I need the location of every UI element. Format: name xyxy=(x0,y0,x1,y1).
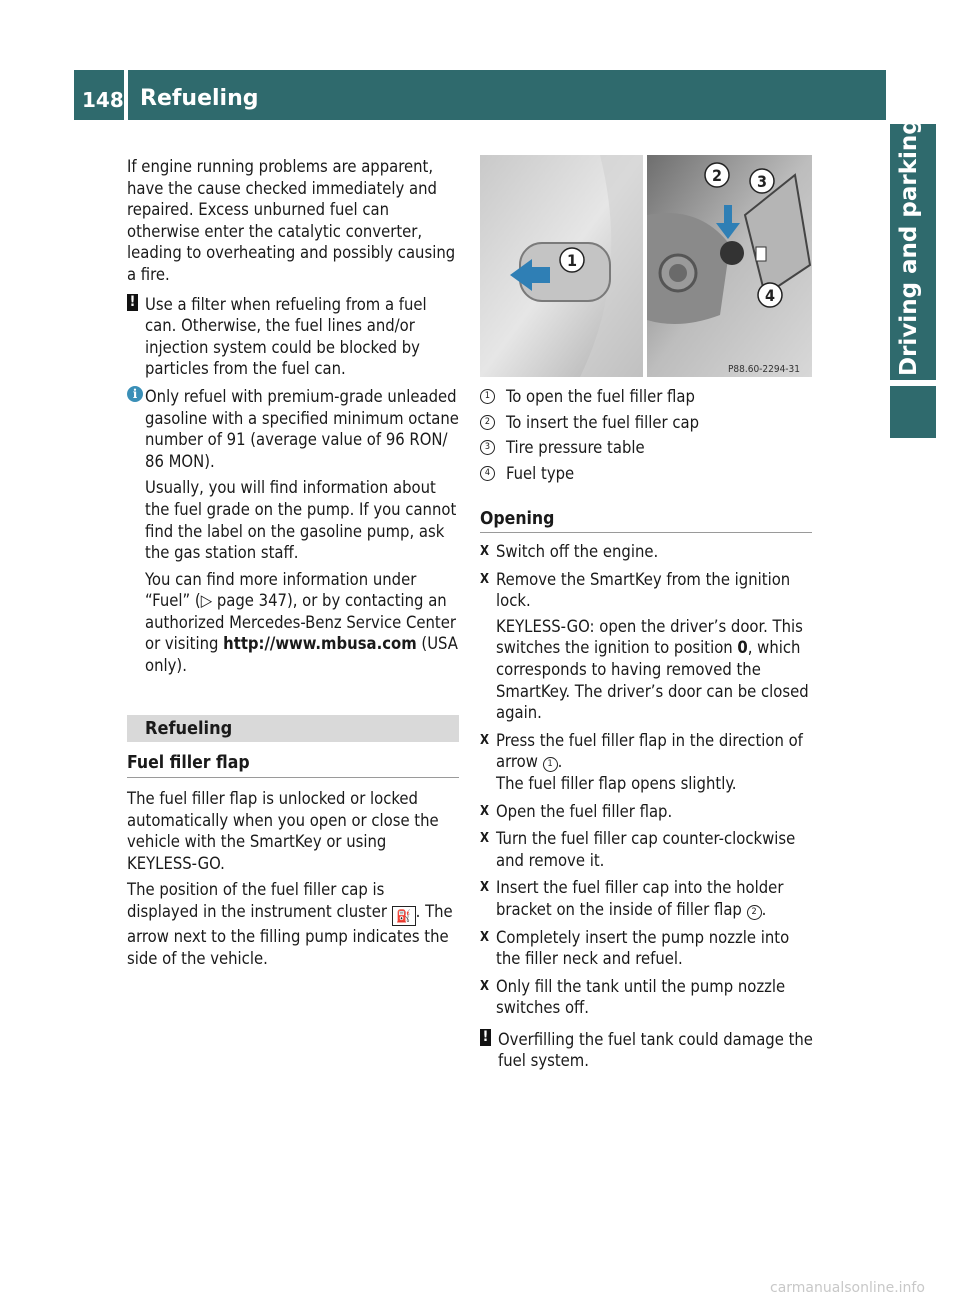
callout-1: 1 xyxy=(567,251,578,270)
step-text: Switch off the engine. xyxy=(496,542,659,561)
opening-rule xyxy=(480,532,812,533)
legend-item xyxy=(480,463,812,485)
callout-3: 3 xyxy=(757,172,768,191)
page-number-box xyxy=(74,70,124,120)
info-icon: i xyxy=(127,386,143,402)
step-item xyxy=(480,801,814,823)
fuel-filler-photo xyxy=(480,155,812,377)
step-item xyxy=(480,927,814,970)
step-item xyxy=(480,828,814,871)
legend-item xyxy=(480,412,812,434)
step-text: Open the fuel filler flap. xyxy=(496,801,673,821)
step-sub-a: KEYLESS-GO: open the driver’s door. This switches the ignition to position xyxy=(496,616,803,658)
fuel-pump-icon: ⛽ xyxy=(392,906,416,926)
callout-4: 4 xyxy=(765,286,776,305)
section-title-box xyxy=(127,715,459,742)
opening-heading: Opening xyxy=(480,509,555,529)
legend-number: 4 xyxy=(480,466,495,481)
info-usually-text: Usually, you will find information about the fuel grade on the pump. If you cannot find the label on the gasoline pump, ask the gas station staff. xyxy=(145,478,457,563)
step-marker-icon: X xyxy=(480,544,490,559)
step-text: Press the fuel filler flap in the direction of arrow xyxy=(496,730,803,772)
info-more-text xyxy=(145,569,459,677)
sidebar-label: Driving and parking xyxy=(896,118,922,376)
step-text: Remove the SmartKey from the ignition lock. xyxy=(496,569,791,611)
step-text: Completely insert the pump nozzle into the filler neck and refuel. xyxy=(496,927,790,969)
opening-steps xyxy=(480,541,814,1078)
overfill-warning-text: Overfilling the fuel tank could damage the fuel system. xyxy=(498,1029,813,1071)
step-item xyxy=(480,976,814,1019)
legend-item xyxy=(480,386,812,408)
watermark: carmanualsonline.info xyxy=(770,1280,925,1296)
step-sub: The fuel filler flap opens slightly. xyxy=(496,773,737,793)
fuel-flap-text xyxy=(127,788,459,974)
legend-number: 3 xyxy=(480,440,495,455)
info-premium-text: Only refuel with premium-grade unleaded gasoline with a specified minimum octane number of 91 (average value of 96 RON/ 86 MON). xyxy=(145,386,459,471)
overfill-warning xyxy=(480,1029,814,1072)
step-marker-icon: X xyxy=(480,571,490,587)
callout-ref: 2 xyxy=(747,905,762,920)
step-marker-icon: X xyxy=(480,831,490,847)
info-more-a: You can find more information under “Fuel” ( xyxy=(145,569,417,611)
intro-paragraph: If engine running problems are apparent, have the cause checked immediately and repaired. Excess unburned fuel can otherwise enter the catalytic converter, leading to overheating and possibly causing a fire. xyxy=(127,157,456,284)
legend-text: To insert the fuel filler cap xyxy=(506,412,700,432)
step-sub xyxy=(496,616,814,724)
step-text: Turn the fuel filler cap counter-clockwise and remove it. xyxy=(496,829,796,870)
warning-note xyxy=(127,294,459,380)
step-marker-icon: X xyxy=(480,732,490,748)
warning-icon: ! xyxy=(127,294,138,311)
page-ref-arrow-icon: ▷ xyxy=(200,591,213,611)
legend-text: Tire pressure table xyxy=(506,438,645,458)
page-number: 148 xyxy=(82,88,124,112)
warning-text: Use a filter when refueling from a fuel can. Otherwise, the fuel lines and/or injection system could be blocked by particles from the fuel can. xyxy=(145,294,427,379)
step-marker-icon: X xyxy=(480,880,490,896)
step-marker-icon: X xyxy=(480,803,490,819)
step-marker-icon: X xyxy=(480,929,490,945)
header-bar xyxy=(128,70,886,120)
info-more-b: page 347), or by contacting an authorized Mercedes-Benz Service Center or visiting xyxy=(145,591,456,654)
legend-number: 2 xyxy=(480,415,495,430)
para2-b: . The arrow next to the filling pump indicates the side of the vehicle. xyxy=(127,901,453,968)
step-item xyxy=(480,730,814,795)
legend-number: 1 xyxy=(480,389,495,404)
step-text: Insert the fuel filler cap into the holder bracket on the inside of filler flap xyxy=(496,878,784,919)
legend-item xyxy=(480,437,812,459)
subheading-fuel-filler-flap: Fuel filler flap xyxy=(127,753,250,773)
sidebar-block xyxy=(890,386,936,438)
step-sub-b: , which corresponds to having removed the SmartKey. The driver’s door can be closed again. xyxy=(496,638,809,723)
para2-a: The position of the fuel filler cap is displayed in the instrument cluster xyxy=(127,880,392,921)
legend-text: Fuel type xyxy=(506,463,575,483)
info-more-c: (USA only). xyxy=(145,634,458,676)
callout-ref: 1 xyxy=(543,757,558,772)
step-item xyxy=(480,541,814,563)
subheading-rule xyxy=(127,777,459,778)
fuel-flap-para1: The fuel filler flap is unlocked or locked automatically when you open or close the vehicle with the SmartKey or using KEYLESS-GO. xyxy=(127,789,439,873)
callout-2: 2 xyxy=(712,166,723,185)
left-column xyxy=(127,156,459,683)
step-text: Only fill the tank until the pump nozzle switches off. xyxy=(496,976,786,1018)
step-text-end: . xyxy=(761,899,767,919)
info-note xyxy=(127,386,459,677)
right-column xyxy=(480,386,812,488)
step-item xyxy=(480,877,814,920)
section-title: Refueling xyxy=(145,718,233,739)
mbusa-link[interactable]: http://www.mbusa.com xyxy=(223,634,417,654)
legend-text: To open the fuel filler flap xyxy=(506,387,695,406)
step-item xyxy=(480,569,814,724)
position-zero: 0 xyxy=(737,638,748,658)
page-title: Refueling xyxy=(140,86,259,111)
warning-icon: ! xyxy=(480,1029,491,1046)
step-text-end: . xyxy=(557,752,563,772)
figure-code: P88.60-2294-31 xyxy=(728,364,801,375)
fuel-flap-para2 xyxy=(127,879,459,969)
step-marker-icon: X xyxy=(480,978,490,994)
